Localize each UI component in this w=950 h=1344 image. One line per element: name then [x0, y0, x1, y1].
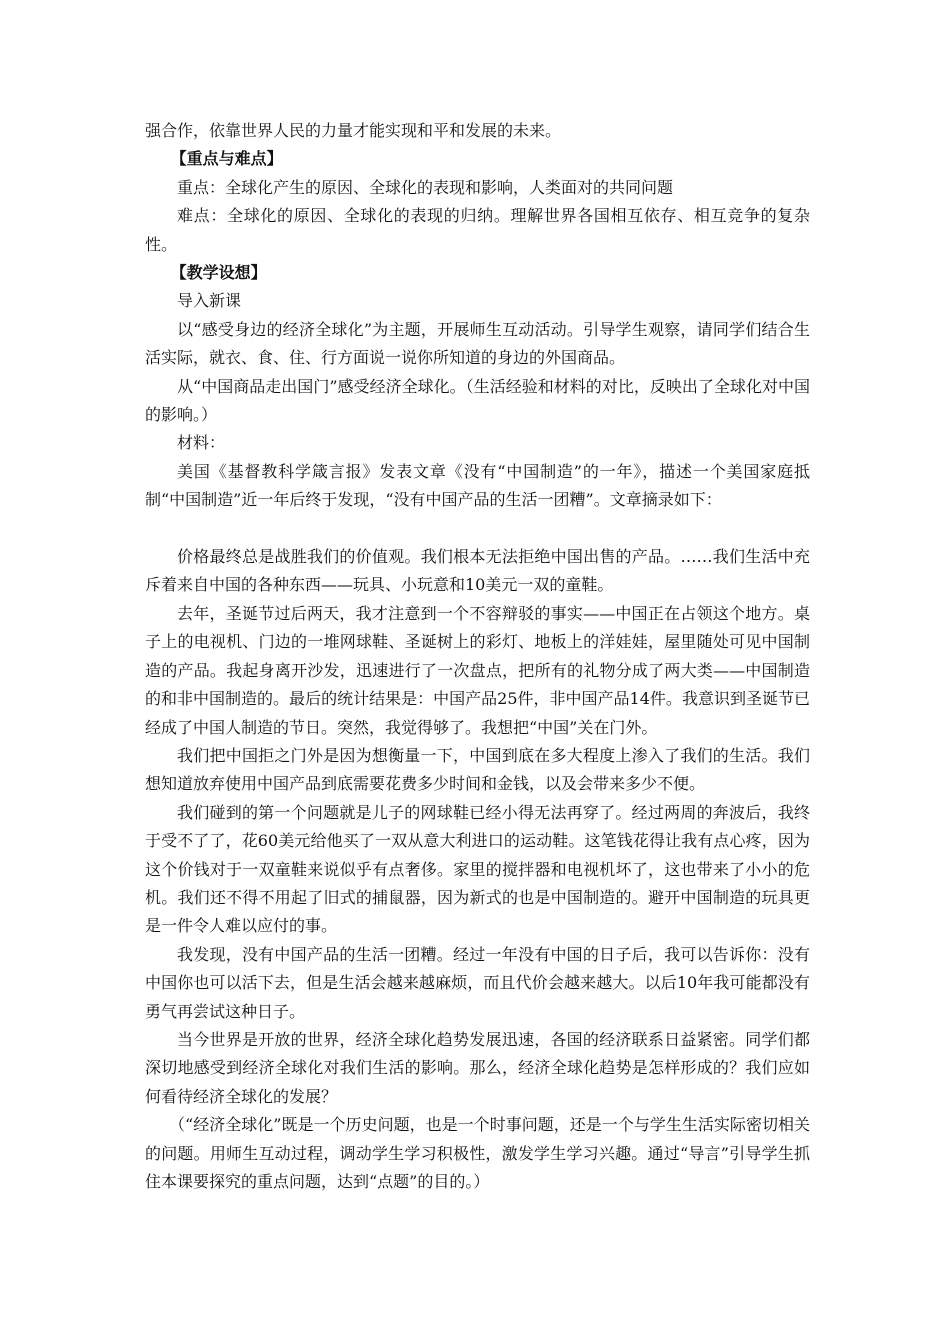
activity-paragraph: 以“感受身边的经济全球化”为主题，开展师生互动活动。引导学生观察，请同学们结合生活实际，就衣、食、住、行方面说一说你所知道的身边的外国商品。	[145, 319, 810, 368]
excerpt-paragraph: 去年，圣诞节过后两天，我才注意到一个不容辩驳的事实——中国正在占领这个地方。桌子上的电视机、门边的一堆网球鞋、圣诞树上的彩灯、地板上的洋娃娃，屋里随处可见中国制造的产品。我起身离开沙发，迅速进行了一次盘点，把所有的礼物分成了两大类——中国制造的和非中国制造的。最后的统计结果是：中国产品25件，非中国产品14件。我意识到圣诞节已经成了中国人制造的节日。突然，我觉得够了。我想把“中国”关在门外。	[145, 603, 810, 737]
article-intro-paragraph: 美国《基督教科学箴言报》发表文章《没有“中国制造”的一年》，描述一个美国家庭抵制“中国制造”近一年后终于发现，“没有中国产品的生活一团糟”。文章摘录如下：	[145, 461, 810, 510]
blank-line	[145, 515, 810, 543]
key-points-heading: 【重点与难点】	[170, 149, 283, 169]
globalization-question-paragraph: 当今世界是开放的世界，经济全球化趋势发展迅速，各国的经济联系日益紧密。同学们都深切地感受到经济全球化对我们生活的影响。那么，经济全球化趋势是怎样形成的？我们应如何看待经济全球化的发展？	[145, 1029, 810, 1106]
material-label: 材料：	[177, 433, 226, 453]
excerpt-paragraph: 我们碰到的第一个问题就是儿子的网球鞋已经小得无法再穿了。经过两周的奔波后，我终于受不了了，花60美元给他买了一双从意大利进口的运动鞋。这笔钱花得让我有点心疼，因为这个价钱对于一双童鞋来说似乎有点奢侈。家里的搅拌器和电视机坏了，这也带来了小小的危机。我们还不得不用起了旧式的捕鼠器，因为新式的也是中国制造的。避开中国制造的玩具更是一件令人难以应付的事。	[145, 802, 810, 936]
excerpt-paragraph: 我发现，没有中国产品的生活一团糟。经过一年没有中国的日子后，我可以告诉你：没有中国你也可以活下去，但是生活会越来越麻烦，而且代价会越来越大。以后10年我可能都没有勇气再尝试这种日子。	[145, 944, 810, 1021]
document-body	[145, 117, 810, 1196]
intro-tail-paragraph: 强合作，依靠世界人民的力量才能实现和平和发展的未来。	[145, 121, 562, 140]
difficulty-paragraph: 难点：全球化的原因、全球化的表现的归纳。理解世界各国相互依存、相互竞争的复杂性。	[145, 206, 810, 254]
excerpt-paragraph: 我们把中国拒之门外是因为想衡量一下，中国到底在多大程度上渗入了我们的生活。我们想知道放弃使用中国产品到底需要花费多少时间和金钱，以及会带来多少不便。	[145, 745, 810, 794]
lesson-intro-subheading: 导入新课	[177, 291, 242, 311]
teaching-heading: 【教学设想】	[170, 263, 267, 283]
excerpt-paragraph: 价格最终总是战胜我们的价值观。我们根本无法拒绝中国出售的产品。……我们生活中充斥着来自中国的各种东西——玩具、小玩意和10美元一双的童鞋。	[145, 547, 810, 595]
key-point-paragraph: 重点：全球化产生的原因、全球化的表现和影响，人类面对的共同问题	[177, 177, 674, 197]
teaching-note-paragraph: （“经济全球化”既是一个历史问题，也是一个时事问题，还是一个与学生生活实际密切相关的问题。用师生互动过程，调动学生学习积极性，激发学生学习兴趣。通过“导言”引导学生抓住本课要探究的重点问题，达到“点题”的目的。）	[145, 1115, 810, 1192]
china-goods-paragraph: 从“中国商品走出国门”感受经济全球化。（生活经验和材料的对比，反映出了全球化对中国的影响。）	[145, 376, 810, 425]
